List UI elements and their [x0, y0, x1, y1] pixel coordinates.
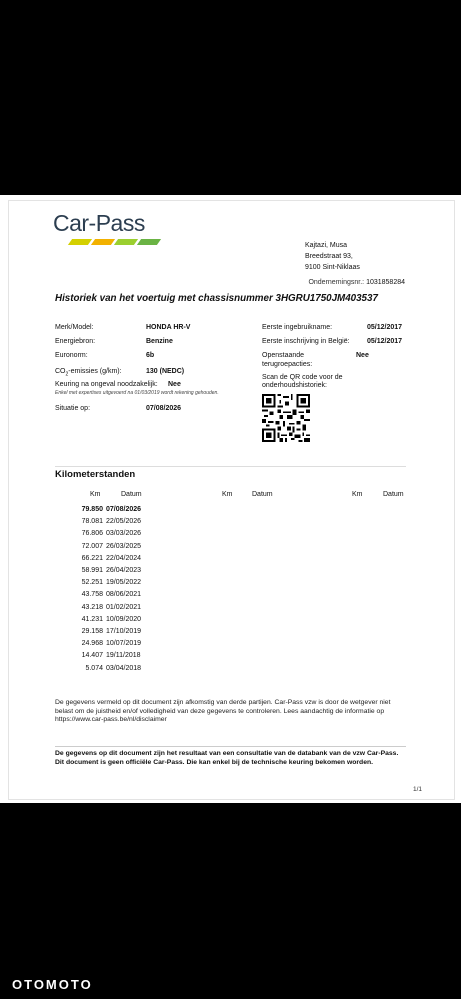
energie-value: Benzine — [146, 338, 173, 345]
ingebruik-label: Eerste ingebruikname: — [262, 324, 333, 331]
km-value: 52.251 — [81, 579, 103, 587]
section-divider — [55, 466, 406, 467]
terugroep-value: Nee — [356, 352, 369, 359]
km-value: 78.081 — [81, 518, 103, 526]
logo-text: Car-Pass — [53, 210, 145, 236]
qr-label-1: Scan de QR code voor de — [262, 374, 343, 381]
col-header-datum: Datum — [383, 491, 404, 498]
co2-value: 130 (NEDC) — [146, 368, 185, 375]
logo-bar — [68, 239, 92, 245]
ondernemingsnr-value: 1031858284 — [366, 279, 405, 286]
co2-label — [55, 368, 122, 377]
logo-bar — [114, 239, 138, 245]
euronorm-label: Euronorm: — [55, 352, 88, 359]
km-value: 5.074 — [85, 664, 103, 672]
logo-bars — [70, 239, 160, 247]
km-date: 10/09/2020 — [106, 615, 142, 623]
euronorm-value: 6b — [146, 352, 155, 359]
km-date: 26/04/2023 — [106, 567, 142, 574]
km-date: 03/03/2026 — [106, 530, 142, 538]
terugroep-label-2: terugroepacties: — [262, 361, 313, 368]
terugroep-label-1: Openstaande — [262, 352, 305, 359]
footer-divider — [55, 746, 406, 747]
page-number: 1/1 — [413, 786, 423, 793]
ondernemingsnr-label: Ondernemingsnr.: — [308, 279, 365, 286]
km-value: 66.221 — [81, 554, 103, 562]
km-value: 24.968 — [81, 640, 103, 648]
merk-value: HONDA HR-V — [146, 324, 191, 331]
km-date: 07/08/2026 — [106, 506, 142, 513]
km-date: 26/03/2025 — [106, 542, 142, 550]
address-line: Breedstraat 93, — [305, 253, 353, 260]
energie-label: Energiebron: — [55, 338, 96, 345]
keuring-note: Enkel met expertises uitgevoerd na 01/03/2019 wordt rekening gehouden. — [55, 390, 219, 396]
address-line: 9100 Sint-Niklaas — [305, 264, 360, 271]
km-value: 29.158 — [81, 628, 103, 635]
km-value: 58.991 — [81, 567, 103, 574]
km-date: 08/06/2021 — [106, 591, 142, 599]
km-value: 14.407 — [81, 652, 103, 660]
logo-bar — [137, 239, 161, 245]
situatie-label: Situatie op: — [55, 405, 91, 412]
col-header-km: Km — [90, 491, 101, 498]
km-date: 19/11/2018 — [106, 652, 141, 660]
ondernemingsnr — [308, 279, 405, 286]
km-date: 01/02/2021 — [106, 603, 142, 611]
co2-label-sub: 2 — [65, 371, 69, 378]
document-title: Historiek van het voertuig met chassisnummer 3HGRU1750JM403537 — [55, 293, 378, 304]
col-header-datum: Datum — [252, 491, 273, 498]
qr-code-icon[interactable] — [262, 394, 310, 442]
km-date: 19/05/2022 — [106, 579, 142, 587]
km-date: 17/10/2019 — [106, 628, 142, 635]
keuring-value: Nee — [168, 381, 181, 388]
km-section-title: Kilometerstanden — [55, 469, 136, 480]
final-note: De gegevens op dit document zijn het resultaat van een consultatie van de databank van de vzw Car-Pass. Dit document is geen officiële Car-Pass. Die kan enkel bij de technische keuring bekomen worden. — [55, 750, 399, 766]
km-value: 76.806 — [81, 530, 103, 538]
address-line: Kajtazi, Musa — [305, 242, 348, 249]
col-header-km: Km — [352, 491, 363, 498]
km-value: 43.758 — [81, 591, 103, 599]
merk-label: Merk/Model: — [55, 324, 94, 331]
inschrijving-value: 05/12/2017 — [367, 338, 403, 345]
km-date: 22/05/2026 — [106, 518, 142, 526]
qr-label-2: onderhoudshistoriek: — [262, 382, 327, 389]
km-date: 22/04/2024 — [106, 554, 142, 562]
disclaimer-text: De gegevens vermeld op dit document zijn afkomstig van derde partijen. Car-Pass vzw is door de wetgever niet belast om de juistheid en/of volledigheid van deze gegevens te controleren. Lees aandachtig de informatie op https://www.car-pass.be/nl/disclaimer — [55, 699, 391, 724]
otomoto-watermark: OTOMOTO — [12, 977, 93, 992]
col-header-datum: Datum — [121, 491, 142, 498]
co2-label-pre: CO — [55, 368, 66, 375]
inschrijving-label: Eerste inschrijving in België: — [262, 338, 350, 345]
km-value: 79.850 — [81, 506, 103, 513]
km-value: 72.007 — [81, 542, 103, 550]
km-value: 43.218 — [81, 603, 103, 611]
ingebruik-value: 05/12/2017 — [367, 324, 403, 331]
km-value: 41.231 — [81, 615, 103, 623]
keuring-label: Keuring na ongeval noodzakelijk: — [55, 381, 158, 388]
km-date: 10/07/2019 — [106, 640, 142, 648]
co2-label-post: -emissies (g/km): — [68, 368, 122, 375]
address-block — [305, 240, 360, 273]
situatie-value: 07/08/2026 — [146, 405, 182, 412]
car-pass-logo — [53, 210, 163, 252]
logo-bar — [91, 239, 115, 245]
km-date: 03/04/2018 — [106, 664, 142, 672]
col-header-km: Km — [222, 491, 233, 498]
